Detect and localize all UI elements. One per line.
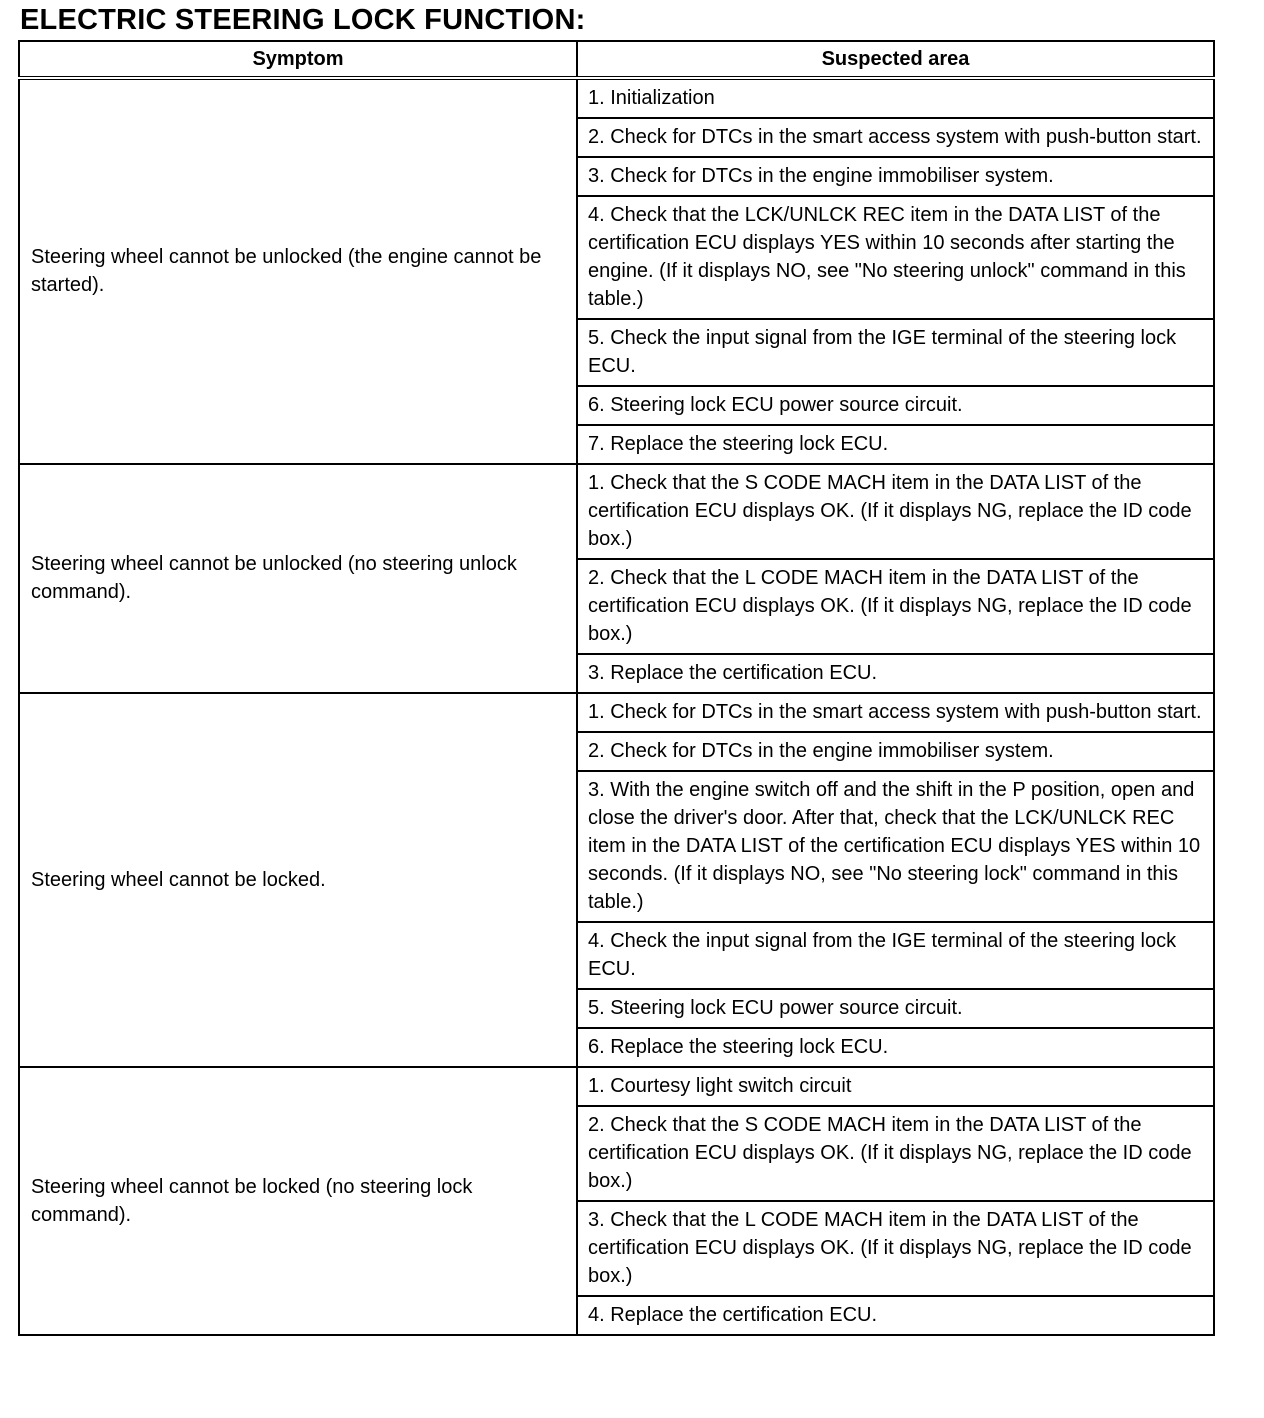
suspected-area-cell: 6. Steering lock ECU power source circuit. [577,386,1214,425]
suspected-area-cell: 3. Check for DTCs in the engine immobiliser system. [577,157,1214,196]
suspected-area-cell: 1. Courtesy light switch circuit [577,1067,1214,1106]
symptom-cell: Steering wheel cannot be unlocked (the engine cannot be started). [19,78,577,464]
steering-lock-table [18,40,1215,1336]
header-symptom: Symptom [19,41,577,78]
suspected-area-cell: 2. Check that the S CODE MACH item in the DATA LIST of the certification ECU displays OK. (If it displays NG, replace the ID code box.) [577,1106,1214,1201]
suspected-area-cell: 3. With the engine switch off and the shift in the P position, open and close the driver's door. After that, check that the LCK/UNLCK REC item in the DATA LIST of the certification ECU displays YES within 10 seconds. (If it displays NO, see "No steering lock" command in this table.) [577,771,1214,922]
symptom-cell: Steering wheel cannot be locked. [19,693,577,1067]
suspected-area-cell: 1. Check for DTCs in the smart access system with push-button start. [577,693,1214,732]
suspected-area-cell: 2. Check that the L CODE MACH item in the DATA LIST of the certification ECU displays OK. (If it displays NG, replace the ID code box.) [577,559,1214,654]
suspected-area-cell: 5. Steering lock ECU power source circuit. [577,989,1214,1028]
table-row [19,78,1214,118]
table-row [19,1067,1214,1106]
table-row [19,693,1214,732]
suspected-area-cell: 3. Replace the certification ECU. [577,654,1214,693]
page-title: ELECTRIC STEERING LOCK FUNCTION: [20,4,586,36]
symptom-cell: Steering wheel cannot be unlocked (no steering unlock command). [19,464,577,693]
suspected-area-cell: 4. Check that the LCK/UNLCK REC item in the DATA LIST of the certification ECU displays YES within 10 seconds after starting the engine. (If it displays NO, see "No steering unlock" command in this table.) [577,196,1214,319]
suspected-area-cell: 3. Check that the L CODE MACH item in the DATA LIST of the certification ECU displays OK. (If it displays NG, replace the ID code box.) [577,1201,1214,1296]
table-row [19,464,1214,559]
suspected-area-cell: 1. Initialization [577,78,1214,118]
suspected-area-cell: 2. Check for DTCs in the smart access system with push-button start. [577,118,1214,157]
suspected-area-cell: 7. Replace the steering lock ECU. [577,425,1214,464]
table-header-row [19,41,1214,78]
symptom-cell: Steering wheel cannot be locked (no steering lock command). [19,1067,577,1335]
suspected-area-cell: 2. Check for DTCs in the engine immobiliser system. [577,732,1214,771]
suspected-area-cell: 4. Check the input signal from the IGE terminal of the steering lock ECU. [577,922,1214,989]
header-suspected-area: Suspected area [577,41,1214,78]
suspected-area-cell: 1. Check that the S CODE MACH item in the DATA LIST of the certification ECU displays OK. (If it displays NG, replace the ID code box.) [577,464,1214,559]
suspected-area-cell: 4. Replace the certification ECU. [577,1296,1214,1335]
suspected-area-cell: 5. Check the input signal from the IGE terminal of the steering lock ECU. [577,319,1214,386]
suspected-area-cell: 6. Replace the steering lock ECU. [577,1028,1214,1067]
